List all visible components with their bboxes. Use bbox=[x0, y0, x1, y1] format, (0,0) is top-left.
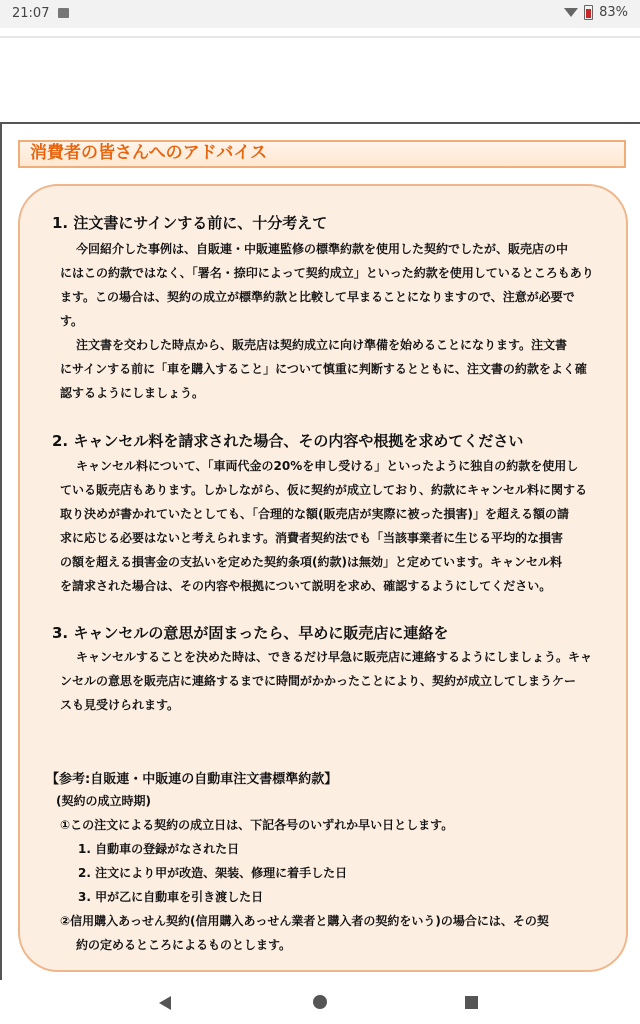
advice-2-line: を請求された場合は、その内容や根拠について説明を求め、確認するようにしてください。 bbox=[60, 579, 552, 593]
recent-square-icon[interactable] bbox=[465, 996, 478, 1009]
reference-subitem: 2. 注文により甲が改造、架装、修理に着手した日 bbox=[78, 866, 348, 880]
image-notification-icon bbox=[58, 8, 69, 18]
advice-3-line: スも見受けられます。 bbox=[60, 698, 180, 712]
advice-1-line: にサインする前に「車を購入すること」について慎重に判断するとともに、注文書の約款をよく確 bbox=[60, 362, 587, 376]
advice-2-line: の額を超える損害金の支払いを定めた契約条項(約款)は無効」と定めています。キャンセル料 bbox=[60, 555, 563, 569]
advice-1-line: ます。この場合は、契約の成立が標準約款と比較して早まることになりますので、注意が必要で bbox=[60, 290, 575, 304]
advice-heading-1: 1. 注文書にサインする前に、十分考えて bbox=[52, 214, 328, 232]
home-circle-icon[interactable] bbox=[313, 995, 327, 1009]
reference-title: 【参考:自販連・中販連の自動車注文書標準約款】 bbox=[46, 772, 338, 787]
advice-1-line: にはこの約款ではなく、「署名・捺印によって契約成立」といった約款を使用しているところもあり bbox=[60, 266, 594, 280]
battery-icon bbox=[584, 5, 593, 20]
advice-panel bbox=[18, 184, 628, 972]
status-time: 21:07 bbox=[12, 6, 50, 21]
reference-subitem: 3. 甲が乙に自動車を引き渡した日 bbox=[78, 890, 264, 904]
advice-2-line: キャンセル料について、「車両代金の20%を申し受ける」といったように独自の約款を使用し bbox=[76, 459, 579, 473]
advice-1-line: す。 bbox=[60, 314, 84, 328]
battery-percent: 83% bbox=[599, 5, 628, 20]
advice-1-line: 認するようにしましょう。 bbox=[60, 386, 205, 400]
toolbar-divider bbox=[0, 36, 640, 38]
document-page bbox=[0, 122, 640, 980]
navigation-bar bbox=[0, 980, 640, 1024]
reference-subitem: 1. 自動車の登録がなされた日 bbox=[78, 842, 240, 856]
reference-item-1: ①この注文による契約の成立日は、下記各号のいずれか早い日とします。 bbox=[60, 818, 454, 832]
advice-2-line: ている販売店もあります。しかしながら、仮に契約が成立しており、約款にキャンセル料に関する bbox=[60, 483, 588, 497]
reference-item-2: ②信用購入あっせん契約(信用購入あっせん業者と購入者の契約をいう)の場合には、その契 bbox=[60, 914, 549, 928]
back-triangle-icon[interactable] bbox=[159, 996, 171, 1010]
advice-2-line: 求に応じる必要はないと考えられます。消費者契約法でも「当該事業者に生じる平均的な損害 bbox=[60, 531, 564, 545]
advice-3-line: ンセルの意思を販売店に連絡するまでに時間がかかったことにより、契約が成立してしまうケー bbox=[60, 674, 577, 688]
advice-heading-3: 3. キャンセルの意思が固まったら、早めに販売店に連絡を bbox=[52, 624, 449, 642]
reference-item-2-cont: 約の定めるところによるものとします。 bbox=[76, 938, 292, 952]
status-indicators bbox=[564, 5, 628, 20]
status-bar bbox=[0, 0, 640, 28]
advice-1-line: 注文書を交わした時点から、販売店は契約成立に向け準備を始めることになります。注文書 bbox=[76, 338, 568, 352]
reference-subtitle: (契約の成立時期) bbox=[56, 794, 151, 808]
section-title: 消費者の皆さんへのアドバイス bbox=[18, 140, 626, 168]
wifi-icon bbox=[564, 8, 578, 17]
advice-2-line: 取り決めが書かれていたとしても、「合理的な額(販売店が実際に被った損害)」を超える額の請 bbox=[60, 507, 569, 521]
advice-heading-2: 2. キャンセル料を請求された場合、その内容や根拠を求めてください bbox=[52, 432, 524, 450]
advice-3-line: キャンセルすることを決めた時は、できるだけ早急に販売店に連絡するようにしましょう。キャ bbox=[76, 650, 593, 664]
advice-1-line: 今回紹介した事例は、自販連・中販連監修の標準約款を使用した契約でしたが、販売店の中 bbox=[76, 242, 569, 256]
